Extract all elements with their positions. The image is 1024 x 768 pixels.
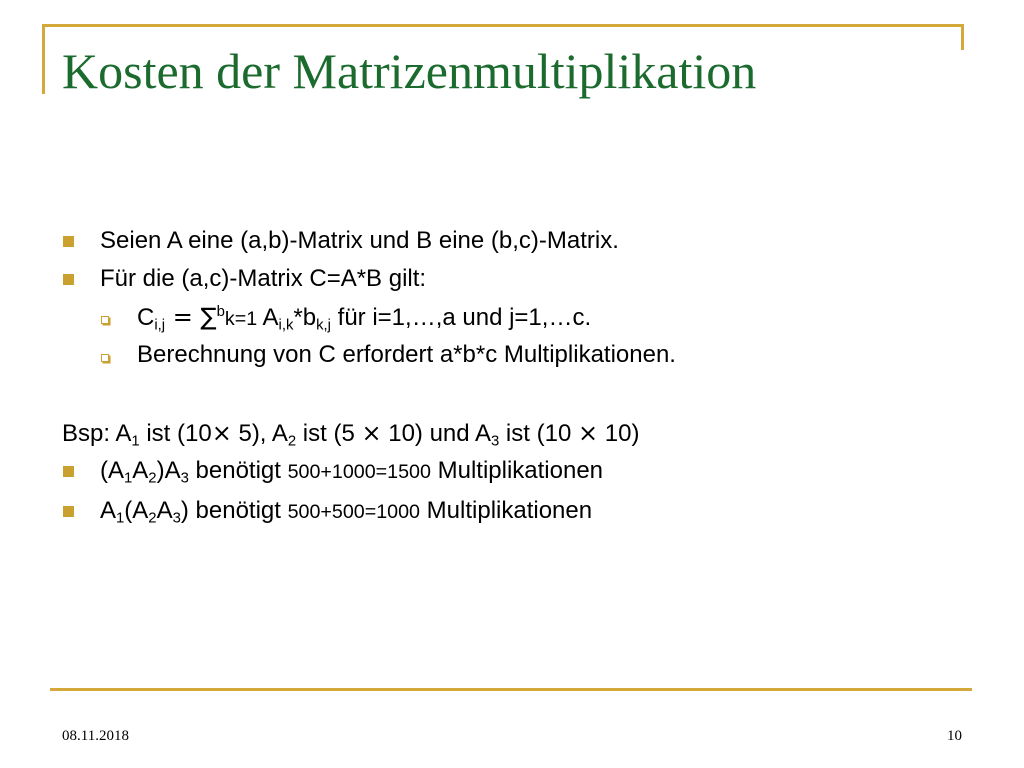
bullet-text-product: Für die (a,c)-Matrix C=A*B gilt: xyxy=(100,265,427,292)
subscript: 2 xyxy=(148,470,157,487)
text-part: benötigt xyxy=(188,457,288,484)
text-part: )A xyxy=(156,457,181,484)
example-part: Bsp: A xyxy=(62,420,132,447)
formula-b-subscript: k,j xyxy=(316,317,331,334)
text-part: (A xyxy=(124,497,149,524)
text-part: A xyxy=(156,497,173,524)
hollow-square-bullet-icon xyxy=(101,354,109,362)
bullet-text-order-2 xyxy=(100,496,592,527)
subscript: 1 xyxy=(124,470,133,487)
formula-line xyxy=(137,302,591,334)
text-part: (A xyxy=(100,457,124,484)
text-part: A xyxy=(132,457,149,484)
formula-sum-lower: k=1 xyxy=(224,308,258,330)
formula-a: A xyxy=(257,304,279,331)
times-icon: × xyxy=(577,419,599,447)
frame-right-line xyxy=(961,24,964,50)
sum-icon: ∑ xyxy=(200,303,217,331)
formula-a-subscript: i,k xyxy=(278,317,294,334)
subscript: 2 xyxy=(148,510,157,527)
example-part: ist (5 xyxy=(296,420,362,447)
bullet-text-order-1 xyxy=(100,456,603,487)
example-part: ist (10 xyxy=(499,420,578,447)
page-number: 10 xyxy=(947,728,962,744)
example-part: 5), A xyxy=(231,420,288,447)
formula-sum-upper: b xyxy=(216,304,225,321)
subscript: 3 xyxy=(180,470,189,487)
frame-top-line xyxy=(42,24,964,27)
bullet-text-matrix-definition: Seien A eine (a,b)-Matrix und B eine (b,c)-Matrix. xyxy=(100,227,619,254)
footer-date: 08.11.2018 xyxy=(62,728,129,744)
formula-range: für i=1,…,a und j=1,…c. xyxy=(330,304,592,331)
square-bullet-icon xyxy=(63,506,74,517)
formula-equals: = xyxy=(165,303,201,331)
calculation: 500+500=1000 xyxy=(287,501,420,523)
example-part: ist (10 xyxy=(139,420,212,447)
times-icon: × xyxy=(211,419,232,447)
formula-c: C xyxy=(137,304,155,331)
calculation: 500+1000=1500 xyxy=(287,461,431,483)
text-part: Multiplikationen xyxy=(430,457,604,484)
example-subscript: 3 xyxy=(490,433,500,450)
example-line xyxy=(62,418,639,449)
formula-b: *b xyxy=(293,304,317,331)
example-subscript: 2 xyxy=(287,433,297,450)
example-part: 10) und A xyxy=(381,420,491,447)
text-part: ) benötigt xyxy=(180,497,288,524)
example-subscript: 1 xyxy=(131,433,140,450)
subscript: 3 xyxy=(172,510,181,527)
example-part: 10) xyxy=(598,420,640,447)
square-bullet-icon xyxy=(63,466,74,477)
times-icon: × xyxy=(361,419,382,447)
square-bullet-icon xyxy=(63,274,74,285)
footer-divider xyxy=(50,688,972,691)
slide-title: Kosten der Matrizenmultiplikation xyxy=(62,43,757,99)
formula-c-subscript: i,j xyxy=(154,317,166,334)
hollow-square-bullet-icon xyxy=(101,316,109,324)
sub-bullet-text-cost: Berechnung von C erfordert a*b*c Multiplikationen. xyxy=(137,341,676,368)
text-part: Multiplikationen xyxy=(420,497,593,524)
text-part: A xyxy=(100,497,117,524)
frame-left-line xyxy=(42,24,45,94)
subscript: 1 xyxy=(116,510,125,527)
square-bullet-icon xyxy=(63,236,74,247)
